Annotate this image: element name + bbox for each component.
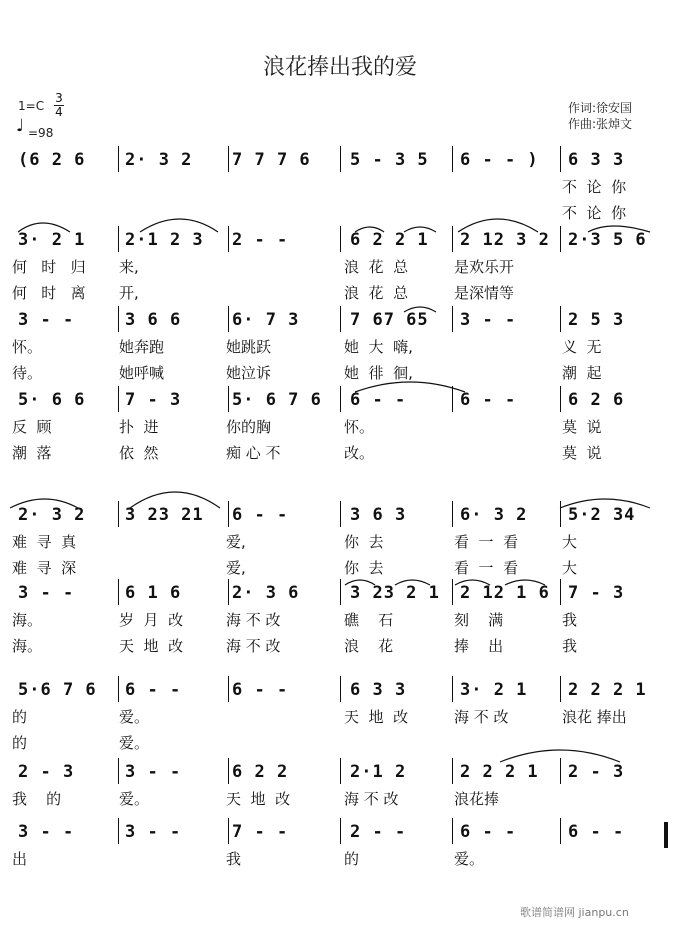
measure: (6 2 6 xyxy=(18,150,86,170)
composer-credit: 作曲:张焯文 xyxy=(568,117,633,131)
barline xyxy=(452,306,453,332)
barline xyxy=(452,226,453,252)
lyric-verse-1: 的 xyxy=(344,850,360,868)
measure: 6· 7 3 xyxy=(232,310,300,330)
page-title: 浪花捧出我的爱 xyxy=(262,55,417,80)
measure: 3 - - xyxy=(18,310,75,330)
barline xyxy=(560,226,561,252)
barline xyxy=(340,386,341,412)
lyric-verse-1: 她 大 嗨, xyxy=(344,338,413,356)
lyric-verse-1: 礁 石 xyxy=(344,611,394,629)
measure: 3 - - xyxy=(125,822,182,842)
lyric-verse-1: 岁 月 改 xyxy=(119,611,184,629)
lyric-verse-1: 怀。 xyxy=(344,418,375,436)
lyric-verse-2: 捧 出 xyxy=(454,637,504,655)
measure: 3 6 3 xyxy=(350,505,407,525)
lyric-verse-1: 来, xyxy=(119,258,139,276)
lyricist-credit: 作词:徐安国 xyxy=(568,101,633,115)
lyric-verse-2: 她泣诉 xyxy=(226,364,272,382)
barline xyxy=(560,146,561,172)
barline xyxy=(452,501,453,527)
measure: 2·3 5 6 xyxy=(568,230,647,250)
measure: 3· 2 1 xyxy=(18,230,86,250)
lyric-verse-1: 义 无 xyxy=(562,338,602,356)
measure: 7 67 65 xyxy=(350,310,429,330)
lyric-verse-1: 爱, xyxy=(226,533,246,551)
measure: 2·1 2 3 xyxy=(125,230,204,250)
measure: 2 5 3 xyxy=(568,310,625,330)
measure: 7 7 7 6 xyxy=(232,150,311,170)
measure: 2· 3 6 xyxy=(232,583,300,603)
lyric-verse-1: 何 时 归 xyxy=(12,258,86,276)
barline xyxy=(228,386,229,412)
lyric-verse-1: 爱。 xyxy=(454,850,485,868)
barline xyxy=(228,758,229,784)
lyric-verse-2: 浪 花 总 xyxy=(344,284,409,302)
measure: 2 2 2 1 xyxy=(460,762,539,782)
lyric-verse-1: 大 xyxy=(562,533,578,551)
barline xyxy=(560,758,561,784)
measure: 2 12 3 2 xyxy=(460,230,550,250)
lyric-verse-2: 难 寻 深 xyxy=(12,559,77,577)
barline xyxy=(560,386,561,412)
lyric-verse-1: 难 寻 真 xyxy=(12,533,77,551)
measure: 7 - 3 xyxy=(568,583,625,603)
measure: 3 23 21 xyxy=(125,505,204,525)
lyric-verse-1: 海 不 改 xyxy=(226,611,281,629)
barline xyxy=(340,226,341,252)
barline xyxy=(228,226,229,252)
barline xyxy=(228,501,229,527)
measure: 2· 3 2 xyxy=(125,150,193,170)
barline xyxy=(452,146,453,172)
barline xyxy=(118,146,119,172)
lyric-verse-1: 刻 满 xyxy=(454,611,504,629)
lyric-verse-1: 她跳跃 xyxy=(226,338,272,356)
lyric-verse-1: 爱。 xyxy=(119,708,150,726)
lyric-verse-2: 是深情等 xyxy=(454,284,515,302)
lyric-verse-2: 天 地 改 xyxy=(119,637,184,655)
barline xyxy=(118,226,119,252)
watermark: 歌谱简谱网 jianpu.cn xyxy=(520,906,629,919)
lyric-verse-1: 莫 说 xyxy=(562,418,602,436)
measure: 6 - - xyxy=(568,822,625,842)
measure: 2· 3 2 xyxy=(18,505,86,525)
lyric-verse-2: 潮 起 xyxy=(562,364,602,382)
measure: 6 - - xyxy=(350,390,407,410)
lyric-verse-2: 不 论 你 xyxy=(562,204,627,222)
lyric-verse-2: 依 然 xyxy=(119,444,159,462)
measure: 5 - 3 5 xyxy=(350,150,429,170)
barline xyxy=(452,758,453,784)
barline xyxy=(560,818,561,844)
measure: 6 - - ) xyxy=(460,150,539,170)
barline xyxy=(118,501,119,527)
measure: 3 - - xyxy=(460,310,517,330)
lyric-verse-1: 海 不 改 xyxy=(454,708,509,726)
lyric-verse-2: 何 时 离 xyxy=(12,284,86,302)
lyric-verse-2: 改。 xyxy=(344,444,375,462)
barline xyxy=(228,306,229,332)
barline xyxy=(340,758,341,784)
lyric-verse-2: 待。 xyxy=(12,364,43,382)
lyric-verse-1: 你的胸 xyxy=(226,418,272,436)
lyric-verse-2: 开, xyxy=(119,284,139,302)
lyric-verse-2: 海。 xyxy=(12,637,43,655)
barline xyxy=(452,818,453,844)
barline xyxy=(340,146,341,172)
key-signature: 1=C xyxy=(18,99,45,113)
barline xyxy=(340,501,341,527)
lyric-verse-1: 天 地 改 xyxy=(226,790,291,808)
lyric-verse-1: 海。 xyxy=(12,611,43,629)
measure: 2 - - xyxy=(350,822,407,842)
lyric-verse-2: 你 去 xyxy=(344,559,384,577)
barline xyxy=(228,146,229,172)
measure: 5·6 7 6 xyxy=(18,680,97,700)
time-signature-top: 3 xyxy=(55,91,63,105)
measure: 6 3 3 xyxy=(350,680,407,700)
measure: 5· 6 7 6 xyxy=(232,390,322,410)
lyric-verse-2: 痴 心 不 xyxy=(226,444,281,462)
barline xyxy=(118,306,119,332)
lyric-verse-1: 出 xyxy=(12,850,28,868)
lyric-verse-1: 你 去 xyxy=(344,533,384,551)
measure: 2 - 3 xyxy=(18,762,75,782)
measure: 3· 2 1 xyxy=(460,680,528,700)
measure: 6 1 6 xyxy=(125,583,182,603)
measure: 5·2 34 xyxy=(568,505,636,525)
measure: 3 - - xyxy=(18,583,75,603)
measure: 6 - - xyxy=(125,680,182,700)
lyric-verse-1: 的 xyxy=(12,708,28,726)
time-signature xyxy=(54,92,64,119)
measure: 6· 3 2 xyxy=(460,505,528,525)
lyric-verse-1: 是欢乐开 xyxy=(454,258,515,276)
lyric-verse-2: 爱。 xyxy=(119,734,150,752)
barline xyxy=(118,386,119,412)
lyric-verse-1: 浪花捧 xyxy=(454,790,500,808)
measure: 2 - 3 xyxy=(568,762,625,782)
measure: 7 - 3 xyxy=(125,390,182,410)
lyric-verse-1: 她奔跑 xyxy=(119,338,165,356)
barline xyxy=(560,579,561,605)
lyric-verse-1: 怀。 xyxy=(12,338,43,356)
barline xyxy=(118,818,119,844)
lyric-verse-1: 反 顾 xyxy=(12,418,52,436)
measure: 2 12 1 6 xyxy=(460,583,550,603)
lyric-verse-1: 浪花 捧出 xyxy=(562,708,627,726)
barline xyxy=(228,579,229,605)
lyric-verse-2: 海 不 改 xyxy=(226,637,281,655)
measure: 2·1 2 xyxy=(350,762,407,782)
barline xyxy=(452,579,453,605)
time-signature-bottom: 4 xyxy=(55,105,63,119)
barline xyxy=(118,579,119,605)
lyric-verse-1: 我 的 xyxy=(12,790,62,808)
barline xyxy=(340,306,341,332)
barline xyxy=(340,676,341,702)
lyric-verse-2: 大 xyxy=(562,559,578,577)
lyric-verse-2: 她 徘 徊, xyxy=(344,364,413,382)
barline xyxy=(452,676,453,702)
lyric-verse-1: 扑 进 xyxy=(119,418,159,436)
lyric-verse-1: 爱。 xyxy=(119,790,150,808)
lyric-verse-1: 天 地 改 xyxy=(344,708,409,726)
barline xyxy=(560,501,561,527)
measure: 5· 6 6 xyxy=(18,390,86,410)
measure: 3 - - xyxy=(125,762,182,782)
lyric-verse-2: 浪 花 xyxy=(344,637,394,655)
measure: 6 2 2 1 xyxy=(350,230,429,250)
lyric-verse-2: 看 一 看 xyxy=(454,559,519,577)
measure: 6 - - xyxy=(232,505,289,525)
lyric-verse-2: 莫 说 xyxy=(562,444,602,462)
barline xyxy=(560,676,561,702)
lyric-verse-1: 不 论 你 xyxy=(562,178,627,196)
measure: 6 2 6 xyxy=(568,390,625,410)
barline xyxy=(118,676,119,702)
lyric-verse-1: 海 不 改 xyxy=(344,790,399,808)
lyric-verse-1: 我 xyxy=(226,850,242,868)
measure: 3 6 6 xyxy=(125,310,182,330)
measure: 6 2 2 xyxy=(232,762,289,782)
barline xyxy=(340,579,341,605)
barline xyxy=(452,386,453,412)
measure: 6 - - xyxy=(460,822,517,842)
lyric-verse-2: 潮 落 xyxy=(12,444,52,462)
lyric-verse-1: 看 一 看 xyxy=(454,533,519,551)
barline xyxy=(560,306,561,332)
measure: 2 - - xyxy=(232,230,289,250)
lyric-verse-2: 我 xyxy=(562,637,578,655)
measure: 3 23 2 1 xyxy=(350,583,440,603)
measure: 2 2 2 1 xyxy=(568,680,647,700)
barline xyxy=(228,676,229,702)
tempo-mark: =98 xyxy=(28,126,54,140)
lyric-verse-2: 的 xyxy=(12,734,28,752)
lyric-verse-1: 浪 花 总 xyxy=(344,258,409,276)
lyric-verse-1: 我 xyxy=(562,611,578,629)
barline xyxy=(340,818,341,844)
final-barline xyxy=(664,822,668,848)
measure: 6 3 3 xyxy=(568,150,625,170)
lyric-verse-2: 她呼喊 xyxy=(119,364,165,382)
lyric-verse-2: 爱, xyxy=(226,559,246,577)
measure: 7 - - xyxy=(232,822,289,842)
quarter-note-icon: ♩ xyxy=(16,116,25,136)
barline xyxy=(228,818,229,844)
measure: 6 - - xyxy=(232,680,289,700)
barline xyxy=(118,758,119,784)
measure: 3 - - xyxy=(18,822,75,842)
measure: 6 - - xyxy=(460,390,517,410)
